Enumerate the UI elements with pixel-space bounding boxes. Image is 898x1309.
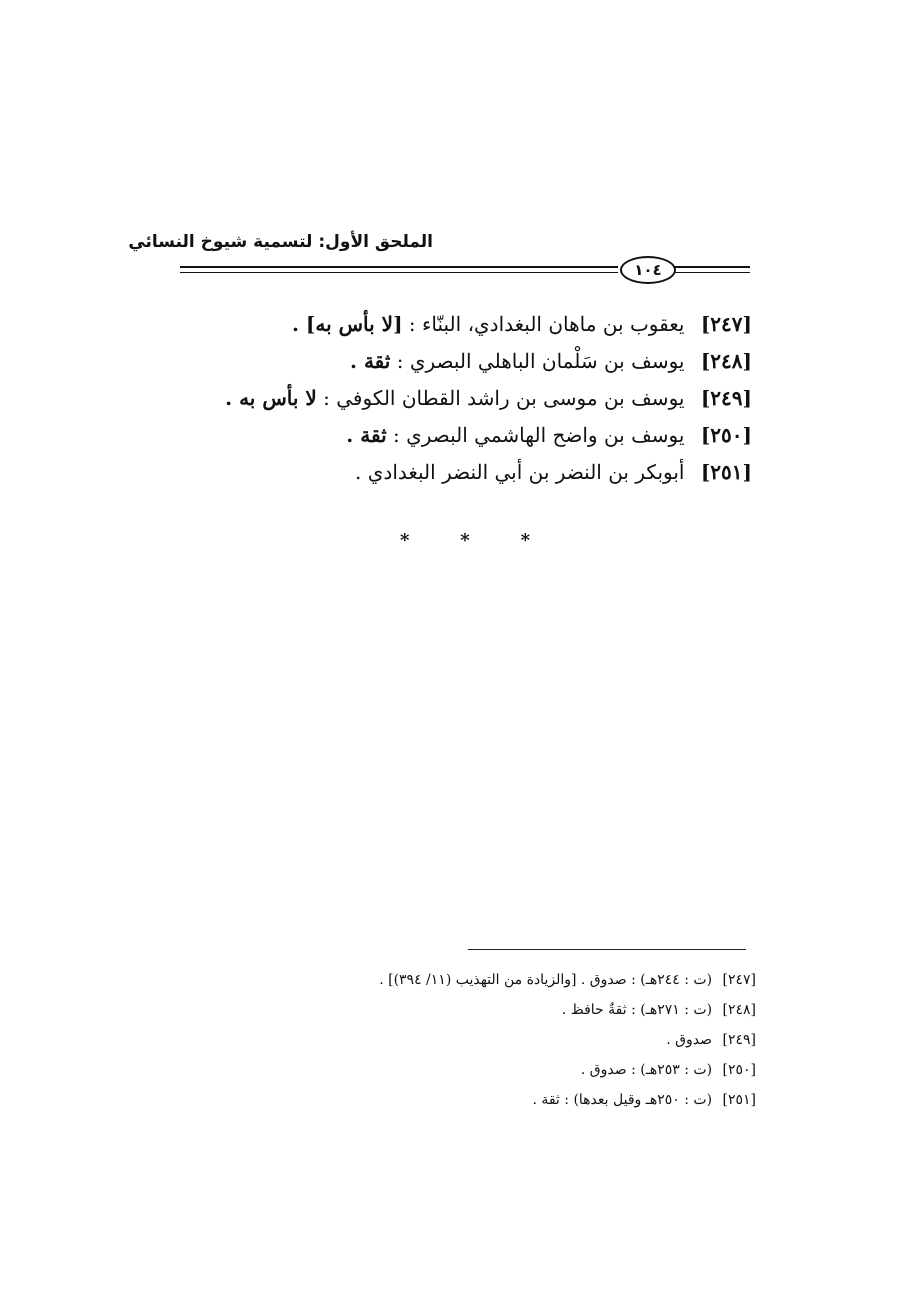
entry-number: [٢٤٨] [700,349,752,373]
footnote [196,1025,756,1055]
page-number: ١٠٤ [620,256,676,284]
footnote-number: [٢٥١] [722,1092,756,1108]
separator-star: * [520,530,530,551]
entry-grade: [لا بأس به] . [291,312,403,336]
section-separator [400,530,530,551]
footnote-text: (ت : ٢٥٣هـ) : صدوق . [580,1062,713,1078]
entry-number: [٢٥١] [700,460,752,484]
footnote-text: صدوق . [666,1032,713,1048]
footnote-number: [٢٤٩] [722,1032,756,1048]
entry-number: [٢٥٠] [700,423,752,447]
entry-text: يوسف بن سَلْمان الباهلي البصري : [396,349,685,373]
entry [212,306,752,343]
entry-number: [٢٤٩] [700,386,752,410]
entry-number: [٢٤٧] [700,312,752,336]
separator-star: * [460,530,470,551]
entry-text: أبوبكر بن النضر بن أبي النضر البغدادي . [355,460,685,484]
entry-grade: ثقة . [346,423,387,447]
footnote [196,1085,756,1115]
entry [212,380,752,417]
separator-star: * [400,530,410,551]
footnote-text: (ت : ٢٧١هـ) : ثقةٌ حافظ . [561,1002,713,1018]
footnote-number: [٢٤٧] [722,972,756,988]
footnotes-list [196,965,756,1115]
entry [212,454,752,491]
entry [212,417,752,454]
entry-grade: ثقة . [350,349,391,373]
footnote [196,965,756,995]
footnote-text: (ت : ٢٥٠هـ وقيل بعدها) : ثقة . [532,1092,713,1108]
footnote [196,1055,756,1085]
entry-text: يعقوب بن ماهان البغدادي، البنّاء : [408,312,685,336]
header-rule-right [674,266,750,273]
footnote-rule [468,949,746,950]
running-title: الملحق الأول: لتسمية شيوخ النسائي [128,232,433,252]
footnote-number: [٢٤٨] [722,1002,756,1018]
entry-grade: لا بأس به . [225,386,317,410]
header-rule [180,260,750,284]
header-rule-left [180,266,618,273]
footnote-text: (ت : ٢٤٤هـ) : صدوق . [والزيادة من التهذيب (١١/ ٣٩٤)] . [379,972,713,988]
entry [212,343,752,380]
entry-text: يوسف بن موسى بن راشد القطان الكوفي : [323,386,685,410]
entries-list [212,306,752,491]
footnote-number: [٢٥٠] [722,1062,756,1078]
entry-text: يوسف بن واضح الهاشمي البصري : [393,423,685,447]
footnote [196,995,756,1025]
